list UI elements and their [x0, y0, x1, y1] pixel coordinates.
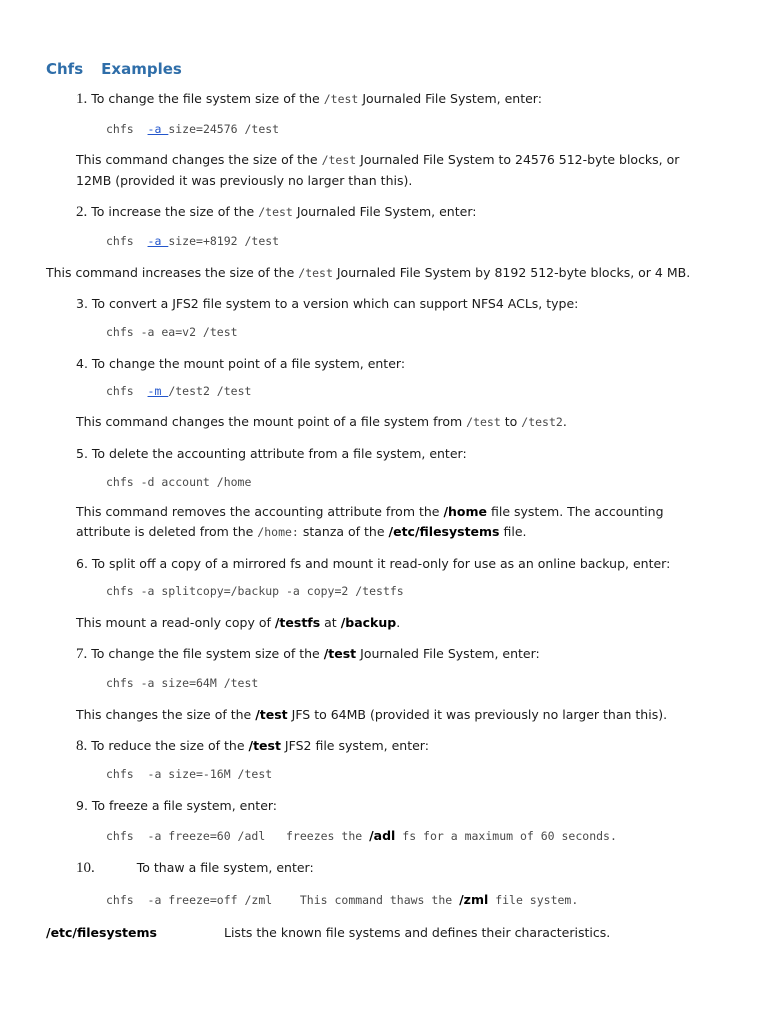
command-text: file system. — [488, 893, 579, 907]
inline-code: /test2 — [521, 415, 563, 429]
example-7-command: chfs -a size=64M /test — [106, 676, 259, 690]
description-text: This command removes the accounting attribute from the — [76, 504, 444, 519]
command-text: chfs -a freeze=off /zml This command thaws the — [106, 893, 460, 907]
description-text: stanza of the — [298, 524, 389, 539]
intro-text: JFS2 file system, enter: — [280, 738, 429, 753]
flag-a-link[interactable]: -a — [147, 234, 169, 248]
example-1-description-line1 — [76, 149, 679, 171]
files-section-description: Lists the known file systems and defines their characteristics. — [224, 925, 611, 940]
example-6-intro: 6. To split off a copy of a mirrored fs and mount it read-only for use as an online backup, enter: — [76, 556, 671, 571]
example-4-description — [76, 411, 567, 433]
example-8-intro — [76, 735, 429, 757]
bold-path: /home — [443, 504, 488, 519]
bold-path: /testfs — [274, 615, 321, 630]
example-6-command: chfs -a splitcopy=/backup -a copy=2 /testfs — [106, 584, 404, 598]
example-10-intro — [76, 857, 314, 879]
command-text: /test2 /test — [168, 384, 252, 398]
bold-path: /etc/filesystems — [46, 925, 157, 940]
title-word-chfs: Chfs — [46, 60, 84, 78]
example-number: 2. — [76, 204, 88, 220]
bold-path: /test — [323, 646, 357, 661]
description-text: at — [320, 615, 341, 630]
description-text: . — [396, 615, 401, 630]
example-1-command — [106, 119, 279, 140]
intro-text: Journaled File System, enter: — [358, 91, 542, 106]
command-text: chfs -a freeze=60 /adl freezes the — [106, 829, 370, 843]
example-4-intro: 4. To change the mount point of a file system, enter: — [76, 356, 406, 371]
example-number: 1. — [76, 91, 88, 107]
command-text: fs for a maximum of 60 seconds. — [395, 829, 617, 843]
command-text: size=+8192 /test — [168, 234, 280, 248]
example-number: 10. — [76, 860, 95, 876]
intro-text: To change the file system size of the — [87, 646, 324, 661]
inline-code: /test — [258, 205, 293, 219]
description-text: This mount a read-only copy of — [76, 615, 275, 630]
example-5-description-line2 — [76, 521, 526, 543]
intro-text: To thaw a file system, enter: — [136, 860, 314, 875]
description-text: This changes the size of the — [76, 707, 256, 722]
inline-code: /test — [321, 153, 357, 167]
inline-code: /test — [298, 266, 333, 280]
description-text: file system. The accounting — [487, 504, 664, 519]
example-2-command — [106, 231, 279, 252]
example-5-command: chfs -d account /home — [106, 475, 252, 489]
files-section-term — [46, 922, 157, 943]
bold-path: /adl — [369, 828, 396, 843]
example-number: 7. — [76, 646, 88, 662]
example-5-description-line1 — [76, 501, 664, 522]
description-text: Journaled File System by 8192 512-byte blocks, or 4 MB. — [332, 265, 691, 280]
example-9-command — [106, 825, 617, 847]
description-text: attribute is deleted from the — [76, 524, 258, 539]
description-text: This command changes the size of the — [76, 152, 322, 167]
description-text: JFS to 64MB (provided it was previously no larger than this). — [287, 707, 668, 722]
page-title — [46, 59, 182, 80]
bold-path: /test — [248, 738, 281, 753]
example-3-command: chfs -a ea=v2 /test — [106, 325, 238, 339]
flag-a-link[interactable]: -a — [147, 122, 169, 136]
description-text: file. — [499, 524, 527, 539]
example-2-description — [46, 262, 690, 284]
example-number: 8. — [76, 738, 88, 754]
example-1-intro — [76, 88, 542, 110]
bold-path: /backup — [340, 615, 397, 630]
flag-m-link[interactable]: -m — [147, 384, 169, 398]
intro-text: Journaled File System, enter: — [292, 204, 477, 219]
bold-path: /etc/filesystems — [388, 524, 500, 539]
description-text: . — [562, 414, 567, 429]
bold-path: /zml — [459, 892, 489, 907]
intro-text: To change the file system size of the — [87, 91, 324, 106]
description-text: Journaled File System to 24576 512-byte blocks, or — [356, 152, 680, 167]
example-7-intro — [76, 643, 540, 665]
example-2-intro — [76, 201, 476, 223]
inline-code: /home: — [257, 525, 299, 539]
example-3-intro: 3. To convert a JFS2 file system to a version which can support NFS4 ACLs, type: — [76, 296, 579, 311]
intro-text: To reduce the size of the — [87, 738, 249, 753]
example-4-command — [106, 381, 251, 402]
description-text: This command changes the mount point of a file system from — [76, 414, 467, 429]
command-text: chfs — [106, 234, 148, 248]
example-5-intro: 5. To delete the accounting attribute from a file system, enter: — [76, 446, 467, 461]
command-text: chfs — [106, 122, 148, 136]
example-6-description — [76, 612, 400, 633]
inline-code: /test — [323, 92, 359, 106]
intro-text: To increase the size of the — [87, 204, 259, 219]
description-text: to — [500, 414, 522, 429]
example-9-intro: 9. To freeze a file system, enter: — [76, 798, 278, 813]
example-1-description-line2: 12MB (provided it was previously no larger than this). — [76, 173, 413, 188]
example-8-command: chfs -a size=-16M /test — [106, 767, 273, 781]
example-10-command — [106, 889, 578, 911]
example-7-description — [76, 704, 667, 725]
bold-path: /test — [255, 707, 288, 722]
command-text: size=24576 /test — [168, 122, 280, 136]
title-word-examples: Examples — [101, 60, 182, 78]
inline-code: /test — [466, 415, 501, 429]
intro-text: Journaled File System, enter: — [356, 646, 540, 661]
description-text: This command increases the size of the — [46, 265, 299, 280]
command-text: chfs — [106, 384, 148, 398]
